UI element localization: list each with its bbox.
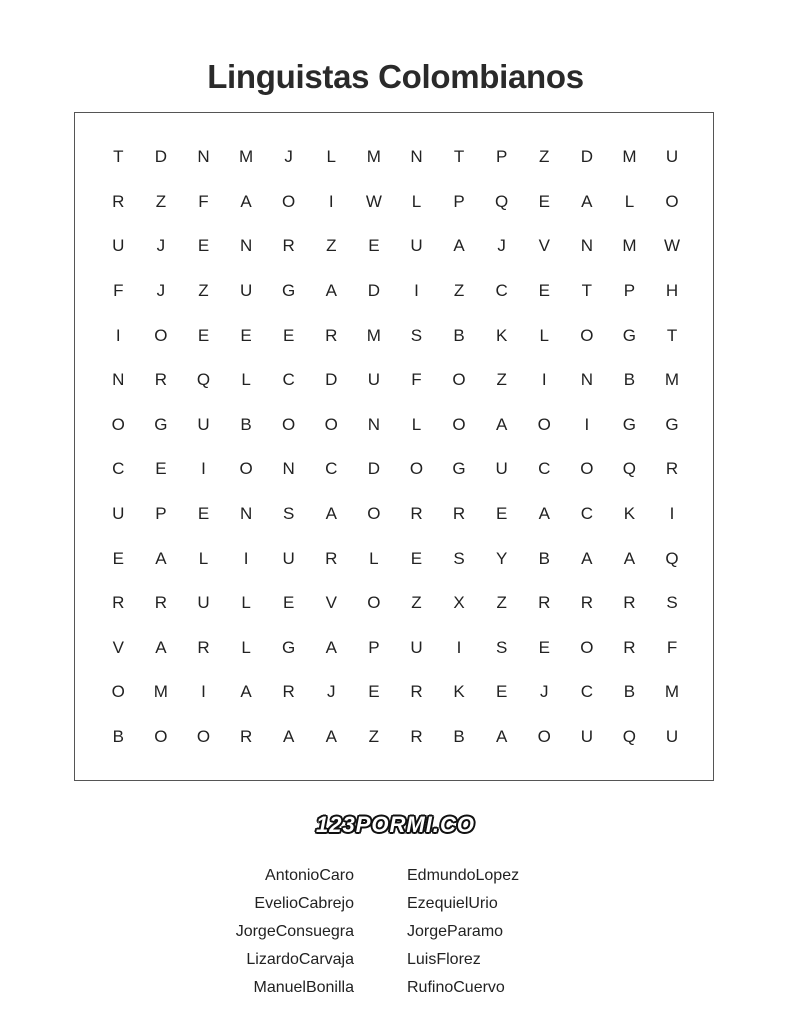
grid-cell[interactable]: Q	[665, 548, 679, 568]
grid-cell[interactable]: I	[243, 548, 249, 568]
grid-cell[interactable]: P	[623, 281, 636, 301]
grid-cell[interactable]: O	[367, 593, 381, 613]
grid-cell[interactable]: R	[410, 504, 423, 524]
grid-cell[interactable]: S	[453, 548, 465, 568]
grid-cell[interactable]: U	[580, 727, 593, 747]
grid-cell[interactable]: M	[622, 236, 637, 256]
grid-cell[interactable]: N	[367, 414, 380, 434]
grid-cell[interactable]: C	[112, 459, 125, 479]
grid-cell[interactable]: R	[410, 682, 423, 702]
grid-cell[interactable]: I	[456, 637, 462, 657]
grid-cell[interactable]: X	[453, 593, 465, 613]
grid-cell[interactable]: O	[282, 191, 296, 211]
grid-cell[interactable]: O	[580, 459, 594, 479]
grid-cell[interactable]: F	[113, 281, 124, 301]
grid-cell[interactable]: O	[324, 414, 338, 434]
grid-cell[interactable]: N	[580, 236, 593, 256]
grid-cell[interactable]: R	[580, 593, 593, 613]
grid-cell[interactable]: R	[410, 727, 423, 747]
grid-cell[interactable]: E	[410, 548, 423, 568]
grid-cell[interactable]: L	[369, 548, 379, 568]
grid-cell[interactable]: W	[663, 236, 681, 256]
grid-cell[interactable]: U	[112, 504, 125, 524]
grid-cell[interactable]: R	[239, 727, 253, 747]
grid-cell[interactable]: A	[240, 191, 252, 211]
grid-cell[interactable]: I	[328, 191, 334, 211]
grid-cell[interactable]: R	[154, 593, 168, 613]
grid-cell[interactable]: R	[197, 637, 210, 657]
grid-cell[interactable]: E	[283, 325, 295, 345]
grid-cell[interactable]: F	[411, 370, 422, 390]
grid-cell[interactable]: L	[241, 370, 251, 390]
grid-cell[interactable]: P	[495, 147, 508, 167]
grid-cell[interactable]: A	[240, 682, 252, 702]
grid-cell[interactable]: I	[669, 504, 675, 524]
grid-cell[interactable]: R	[282, 236, 295, 256]
word-list-right-column	[407, 862, 519, 1002]
grid-cell[interactable]: M	[238, 147, 254, 167]
grid-cell[interactable]: A	[325, 504, 337, 524]
word-list-item: ManuelBonilla	[253, 979, 354, 996]
grid-cell[interactable]: A	[538, 504, 550, 524]
grid-cell[interactable]: Z	[496, 370, 507, 390]
grid-cell[interactable]: E	[495, 504, 508, 524]
grid-cell[interactable]: O	[111, 414, 125, 434]
grid-cell[interactable]: N	[197, 147, 210, 167]
grid-cell[interactable]: B	[453, 325, 465, 345]
grid-cell[interactable]: U	[197, 414, 210, 434]
grid-cell[interactable]: D	[154, 147, 168, 167]
grid-cell[interactable]: U	[665, 147, 679, 167]
grid-cell[interactable]: R	[112, 191, 125, 211]
grid-cell[interactable]: O	[154, 325, 168, 345]
grid-cell[interactable]: Z	[326, 236, 337, 256]
word-list-item: JorgeParamo	[407, 923, 504, 940]
grid-cell[interactable]: D	[367, 459, 380, 479]
grid-cell[interactable]: I	[584, 414, 590, 434]
grid-cell[interactable]: K	[623, 504, 636, 524]
grid-cell[interactable]: M	[366, 325, 381, 345]
grid-cell[interactable]: O	[580, 637, 594, 657]
grid-cell[interactable]: G	[622, 325, 637, 345]
grid-cell[interactable]: G	[622, 414, 637, 434]
grid-cell[interactable]: P	[155, 504, 167, 524]
grid-cell[interactable]: B	[453, 727, 465, 747]
grid-cell[interactable]: K	[495, 325, 508, 345]
grid-cell[interactable]: O	[154, 727, 168, 747]
grid-cell[interactable]: A	[623, 548, 636, 568]
grid-cell[interactable]: B	[538, 548, 550, 568]
grid-cell[interactable]: U	[495, 459, 508, 479]
grid-cell[interactable]: M	[153, 682, 168, 702]
grid-cell[interactable]: M	[664, 370, 680, 390]
grid-cell[interactable]: J	[284, 147, 293, 167]
grid-cell[interactable]: B	[112, 727, 124, 747]
grid-cell[interactable]: I	[201, 682, 206, 702]
grid-cell[interactable]: Q	[495, 191, 509, 211]
grid-cell[interactable]: E	[495, 682, 508, 702]
grid-cell[interactable]: R	[325, 325, 338, 345]
grid-cell[interactable]: E	[240, 325, 252, 345]
grid-cell[interactable]: O	[239, 459, 253, 479]
grid-cell[interactable]: N	[580, 370, 593, 390]
grid-cell[interactable]: T	[581, 281, 593, 301]
word-list-left-column	[236, 862, 354, 1002]
grid-cell[interactable]: C	[325, 459, 338, 479]
grid-cell[interactable]: Y	[495, 548, 508, 568]
grid-cell[interactable]: D	[580, 147, 593, 167]
grid-cell[interactable]: O	[537, 414, 551, 434]
grid-cell[interactable]: O	[665, 191, 679, 211]
grid-cell[interactable]: N	[239, 504, 253, 524]
grid-cell[interactable]: D	[367, 281, 380, 301]
grid-cell[interactable]: A	[495, 727, 508, 747]
grid-cell[interactable]: U	[282, 548, 295, 568]
grid-cell[interactable]: E	[197, 504, 210, 524]
brand-logo: 123PORMI.CO	[316, 812, 475, 837]
grid-cell[interactable]: O	[367, 504, 381, 524]
grid-cell[interactable]: T	[666, 325, 678, 345]
grid-cell[interactable]: I	[115, 325, 121, 345]
grid-cell[interactable]: L	[241, 593, 251, 613]
grid-cell[interactable]: C	[495, 281, 508, 301]
grid-cell[interactable]: A	[453, 236, 465, 256]
grid-cell[interactable]: Q	[622, 727, 637, 747]
grid-cell[interactable]: Q	[622, 459, 637, 479]
grid-cell[interactable]: Z	[496, 593, 507, 613]
grid-cell[interactable]: G	[665, 414, 679, 434]
grid-cell[interactable]: A	[325, 727, 337, 747]
grid-cell[interactable]: Z	[539, 147, 550, 167]
grid-cell[interactable]: T	[113, 147, 124, 167]
grid-cell[interactable]: E	[538, 191, 550, 211]
grid-cell[interactable]: U	[112, 236, 125, 256]
letter-grid[interactable]	[97, 135, 693, 759]
grid-cell[interactable]: R	[538, 593, 551, 613]
grid-cell[interactable]: M	[622, 147, 637, 167]
grid-cell[interactable]: M	[664, 682, 680, 702]
grid-cell[interactable]: I	[541, 370, 547, 390]
grid-cell[interactable]: N	[239, 236, 253, 256]
grid-cell[interactable]: B	[240, 414, 252, 434]
grid-cell[interactable]: R	[623, 637, 636, 657]
grid-cell[interactable]: E	[197, 236, 210, 256]
grid-cell[interactable]: Q	[196, 370, 211, 390]
word-list-item: RufinoCuervo	[407, 979, 505, 996]
grid-cell[interactable]: L	[539, 325, 549, 345]
grid-cell[interactable]: F	[198, 191, 209, 211]
grid-cell[interactable]: O	[452, 414, 466, 434]
grid-cell[interactable]: E	[538, 281, 550, 301]
grid-cell[interactable]: F	[666, 637, 678, 657]
grid-cell[interactable]: O	[111, 682, 125, 702]
grid-cell[interactable]: R	[452, 504, 466, 524]
grid-cell[interactable]: R	[623, 593, 636, 613]
grid-cell[interactable]: J	[327, 682, 336, 702]
grid-cell[interactable]: C	[538, 459, 551, 479]
grid-cell[interactable]: M	[366, 147, 381, 167]
grid-cell[interactable]: K	[453, 682, 465, 702]
grid-cell[interactable]: U	[197, 593, 210, 613]
grid-cell[interactable]: E	[112, 548, 124, 568]
grid-cell[interactable]: A	[325, 281, 337, 301]
grid-cell[interactable]: P	[453, 191, 465, 211]
grid-cell[interactable]: U	[410, 637, 423, 657]
grid-cell[interactable]: G	[154, 414, 168, 434]
grid-cell[interactable]: O	[537, 727, 551, 747]
grid-cell[interactable]: A	[495, 414, 508, 434]
grid-cell[interactable]: L	[198, 548, 209, 568]
grid-cell[interactable]: O	[452, 370, 466, 390]
grid-cell[interactable]: N	[112, 370, 125, 390]
grid-cell[interactable]: U	[665, 727, 679, 747]
grid-cell[interactable]: C	[282, 370, 295, 390]
grid-cell[interactable]: E	[538, 637, 550, 657]
grid-cell[interactable]: Z	[198, 281, 209, 301]
grid-cell[interactable]: B	[623, 370, 636, 390]
grid-cell[interactable]: E	[197, 325, 210, 345]
grid-cell[interactable]: Z	[368, 727, 380, 747]
grid-cell[interactable]: L	[411, 191, 422, 211]
grid-cell[interactable]: R	[112, 593, 125, 613]
word-list-item: EdmundoLopez	[407, 867, 520, 884]
grid-cell[interactable]: Z	[453, 281, 465, 301]
grid-cell[interactable]: W	[365, 191, 382, 211]
grid-cell[interactable]: O	[196, 727, 211, 747]
grid-cell[interactable]: A	[155, 548, 167, 568]
grid-cell[interactable]: R	[325, 548, 338, 568]
grid-cell[interactable]: B	[623, 682, 636, 702]
grid-cell[interactable]: I	[201, 459, 206, 479]
word-list-item: JorgeConsuegra	[235, 923, 354, 940]
grid-cell[interactable]: J	[539, 682, 549, 702]
grid-cell[interactable]: R	[665, 459, 679, 479]
grid-cell[interactable]: N	[282, 459, 295, 479]
grid-cell[interactable]: O	[409, 459, 424, 479]
word-list-item: EvelioCabrejo	[254, 895, 354, 912]
grid-cell[interactable]: L	[411, 414, 422, 434]
grid-cell[interactable]: E	[368, 236, 380, 256]
grid-cell[interactable]: V	[325, 593, 337, 613]
grid-cell[interactable]: C	[580, 682, 593, 702]
grid-cell[interactable]: S	[666, 593, 678, 613]
grid-cell[interactable]: E	[155, 459, 167, 479]
grid-cell[interactable]: S	[495, 637, 508, 657]
grid-cell[interactable]: E	[368, 682, 380, 702]
grid-cell[interactable]: O	[282, 414, 296, 434]
grid-cell[interactable]: L	[624, 191, 635, 211]
word-list-item: EzequielUrio	[407, 895, 498, 912]
grid-cell[interactable]: G	[452, 459, 466, 479]
grid-cell[interactable]: L	[241, 637, 251, 657]
grid-cell[interactable]: R	[282, 682, 295, 702]
word-list-item: AntonioCaro	[265, 867, 354, 884]
word-list-item: LuisFlorez	[407, 951, 481, 968]
grid-cell[interactable]: U	[239, 281, 253, 301]
word-list-item: LizardoCarvaja	[246, 951, 354, 968]
grid-cell[interactable]: H	[665, 281, 679, 301]
grid-cell[interactable]: A	[155, 637, 167, 657]
grid-cell[interactable]: A	[581, 191, 593, 211]
grid-cell[interactable]: Z	[411, 593, 422, 613]
grid-cell[interactable]: J	[156, 236, 166, 256]
grid-cell[interactable]: I	[414, 281, 419, 301]
grid-cell[interactable]: G	[282, 281, 296, 301]
grid-cell[interactable]: R	[154, 370, 168, 390]
grid-cell[interactable]: S	[410, 325, 423, 345]
grid-cell[interactable]: N	[410, 147, 423, 167]
grid-cell[interactable]: Z	[155, 191, 167, 211]
grid-cell[interactable]: J	[156, 281, 166, 301]
grid-cell[interactable]: U	[410, 236, 423, 256]
letter-grid-frame	[74, 112, 714, 781]
grid-cell[interactable]: C	[580, 504, 593, 524]
grid-cell[interactable]: U	[367, 370, 380, 390]
grid-cell[interactable]: O	[580, 325, 594, 345]
grid-cell[interactable]: A	[283, 727, 295, 747]
puzzle-title: Linguistas Colombianos	[207, 58, 584, 95]
grid-cell[interactable]: J	[497, 236, 506, 256]
grid-cell[interactable]: V	[538, 236, 550, 256]
grid-cell[interactable]: E	[283, 593, 295, 613]
grid-cell[interactable]: D	[325, 370, 338, 390]
grid-cell[interactable]: S	[283, 504, 295, 524]
grid-cell[interactable]: L	[326, 147, 336, 167]
grid-cell[interactable]: V	[112, 637, 124, 657]
grid-cell[interactable]: A	[325, 637, 337, 657]
grid-cell[interactable]: A	[581, 548, 593, 568]
grid-cell[interactable]: G	[282, 637, 296, 657]
grid-cell[interactable]: T	[453, 147, 465, 167]
grid-cell[interactable]: P	[368, 637, 380, 657]
